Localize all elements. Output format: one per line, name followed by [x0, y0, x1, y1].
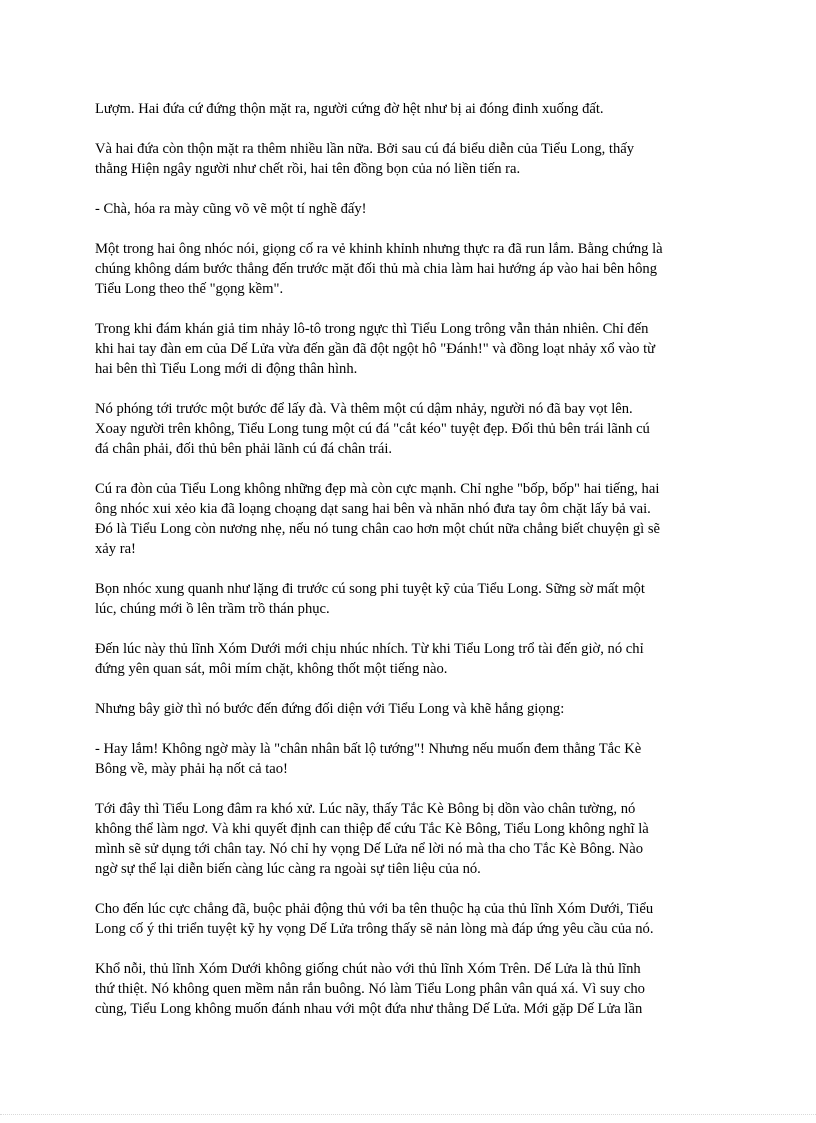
- paragraph: Nhưng bây giờ thì nó bước đến đứng đối diện với Tiểu Long và khẽ hắng giọng:: [95, 701, 565, 717]
- paragraph: Nó phóng tới trước một bước để lấy đà. Và thêm một cú dậm nhảy, người nó đã bay vọt lên. Xoay người trên không, Tiểu Long tung một cú đá "cắt kéo" tuyệt đẹp. Đối thủ bên trái lãnh cú đá chân phải, đối thủ bên phải lãnh cú đá chân trái.: [95, 401, 650, 457]
- paragraph: Cho đến lúc cực chẳng đã, buộc phải động thủ với ba tên thuộc hạ của thủ lĩnh Xóm Dưới, Tiểu Long cố ý thi triển tuyệt kỹ hy vọng Dế Lửa trông thấy sẽ nản lòng mà đáp ứng yêu cầu của nó.: [95, 901, 654, 937]
- paragraph: Bọn nhóc xung quanh như lặng đi trước cú song phi tuyệt kỹ của Tiểu Long. Sững sờ mất một lúc, chúng mới ồ lên trầm trồ thán phục.: [95, 581, 645, 617]
- paragraph: Cú ra đòn của Tiểu Long không những đẹp mà còn cực mạnh. Chỉ nghe "bốp, bốp" hai tiếng, hai ông nhóc xui xẻo kia đã loạng choạng dạt sang hai bên và nhăn nhó đưa tay ôm chặt lấy bả vai. Đó là Tiểu Long còn nương nhẹ, nếu nó tung chân cao hơn một chút nữa chẳng biết chuyện gì sẽ xảy ra!: [95, 481, 661, 557]
- paragraph: Trong khi đám khán giả tim nhảy lô-tô trong ngực thì Tiểu Long trông vẫn thản nhiên. Chỉ đến khi hai tay đàn em của Dế Lửa vừa đến gần đã đột ngột hô "Đánh!" và đồng loạt nhảy xổ vào từ hai bên thì Tiểu Long mới di động thân hình.: [95, 321, 656, 377]
- paragraph: Lượm. Hai đứa cứ đứng thộn mặt ra, người cứng đờ hệt như bị ai đóng đinh xuống đất.: [95, 101, 604, 117]
- paragraph: Và hai đứa còn thộn mặt ra thêm nhiều lần nữa. Bởi sau cú đá biểu diễn của Tiểu Long, thấy thằng Hiện ngây người như chết rồi, hai tên đồng bọn của nó liền tiến ra.: [95, 141, 635, 177]
- document-body: [95, 99, 725, 1039]
- paragraph: Tới đây thì Tiểu Long đâm ra khó xử. Lúc nãy, thấy Tắc Kè Bông bị dồn vào chân tường, nó không thể làm ngơ. Và khi quyết định can thiệp để cứu Tắc Kè Bông, Tiểu Long không nghĩ là mình sẽ sử dụng tới chân tay. Nó chỉ hy vọng Dế Lửa nể lời nó mà tha cho Tắc Kè Bông. Nào ngờ sự thể lại diễn biến càng lúc càng ra ngoài sự tiên liệu của nó.: [95, 801, 649, 877]
- paragraph: Một trong hai ông nhóc nói, giọng cố ra vẻ khinh khỉnh nhưng thực ra đã run lắm. Bằng chứng là chúng không dám bước thẳng đến trước mặt đối thủ mà chia làm hai hướng áp vào hai bên hông Tiểu Long theo thế "gọng kềm".: [95, 241, 663, 297]
- paragraph: - Chà, hóa ra mày cũng võ vẽ một tí nghề đấy!: [95, 201, 367, 217]
- paragraph: Khổ nỗi, thủ lĩnh Xóm Dưới không giống chút nào với thủ lĩnh Xóm Trên. Dế Lửa là thủ lĩnh thứ thiệt. Nó không quen mềm nắn rắn buông. Nó làm Tiểu Long phân vân quá xá. Vì suy cho cùng, Tiểu Long không muốn đánh nhau với một đứa như thằng Dế Lửa. Mới gặp Dế Lửa lần: [95, 961, 645, 1017]
- paragraph: Đến lúc này thủ lĩnh Xóm Dưới mới chịu nhúc nhích. Từ khi Tiểu Long trổ tài đến giờ, nó chỉ đứng yên quan sát, môi mím chặt, không thốt một tiếng nào.: [95, 641, 644, 677]
- page-bottom-border: [0, 1114, 816, 1115]
- paragraph: - Hay lắm! Không ngờ mày là "chân nhân bất lộ tướng"! Nhưng nếu muốn đem thằng Tắc Kè Bông về, mày phải hạ nốt cả tao!: [95, 741, 642, 777]
